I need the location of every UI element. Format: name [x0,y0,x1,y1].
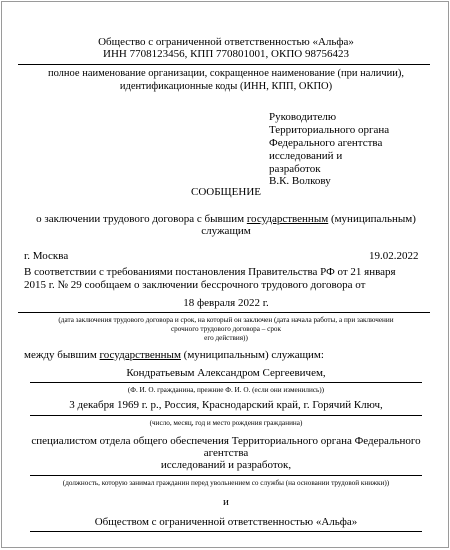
contract-rule [18,312,430,313]
org-caption-line2: идентификационные коды (ИНН, КПП, ОКПО) [119,81,333,92]
org-name: Общество с ограниченной ответственностью «Альфа» [98,36,354,48]
name-caption: (Ф. И. О. гражданина, прежние Ф. И. О. (если они изменились)) [127,386,325,394]
org-caption-line1: полное наименование организации, сокращенное наименование (при наличии), [47,68,405,79]
contract-caption-line2: срочного трудового договора – срок [170,325,281,333]
contract-caption-line3: его действия)) [204,334,248,342]
document-title: СООБЩЕНИЕ [191,186,261,198]
addressee-line3: Федерального агентства [269,137,383,149]
addressee-line4: исследований и [269,150,343,162]
addressee-line6: В.К. Волкову [269,175,331,187]
name-rule [30,382,422,383]
former-servant-line: между бывшим государственным (муниципальным) служащим: [24,349,324,361]
position-line1: специалистом отдела общего обеспечения Территориального органа Федерального [31,435,421,447]
place: г. Москва [24,250,69,262]
position-line2: агентства [203,447,249,459]
and-word: и [223,496,229,508]
underlined-word: государственным [246,213,329,225]
contract-caption-line1: (дата заключения трудового договора и срок, на который он заключен (дата начала работы, а при заключении [58,316,394,324]
employer-rule [30,531,422,532]
birth-info: 3 декабря 1969 г. р., Россия, Краснодарский край, г. Горячий Ключ, [69,399,383,411]
addressee-line2: Территориального органа [269,124,390,136]
addressee-line5: разработок [269,163,321,175]
body-line2: 2015 г. № 29 сообщаем о заключении бессрочного трудового договора от [24,279,366,291]
document-page [1,1,449,548]
position-line3: исследований и разработок, [160,459,292,471]
position-rule [30,475,422,476]
underlined-word: государственным [99,349,181,361]
addressee-line1: Руководителю [269,111,337,123]
birth-caption: (число, месяц, год и место рождения гражданина) [149,419,303,427]
position-caption: (должность, которую занимал гражданин перед увольнением со службы (на основании трудовой книжки)) [62,479,390,487]
employee-name: Кондратьевым Александром Сергеевичем, [126,367,326,379]
contract-date: 18 февраля 2022 г. [183,297,269,309]
document-date: 19.02.2022 [369,250,419,262]
subtitle-line1: о заключении трудового договора с бывшим государственным (муниципальным) [36,213,416,225]
birth-rule [30,415,422,416]
org-codes: ИНН 7708123456, КПП 770801001, ОКПО 98756423 [103,48,349,60]
employer-name: Обществом с ограниченной ответственностью «Альфа» [94,516,358,528]
subtitle-line2: служащим [201,225,251,237]
body-line1: В соответствии с требованиями постановления Правительства РФ от 21 января [24,266,396,278]
header-rule [18,64,430,65]
